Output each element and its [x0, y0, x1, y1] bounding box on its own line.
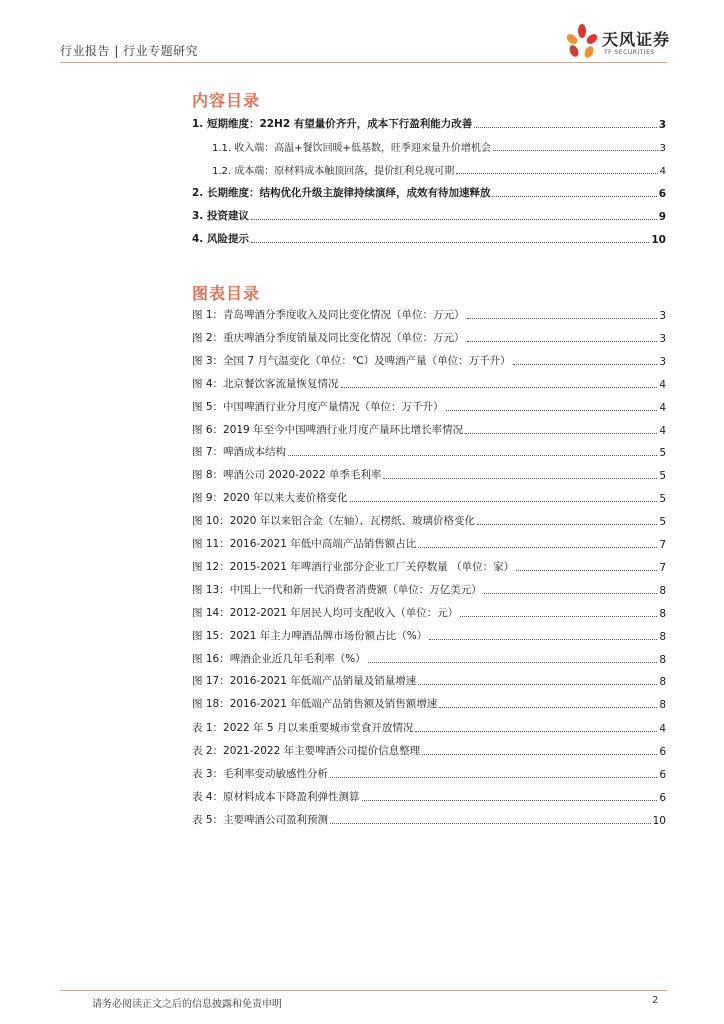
- toc-entry[interactable]: [192, 696, 666, 711]
- toc-entry-page: 4: [659, 166, 666, 177]
- toc-entry[interactable]: [192, 208, 666, 223]
- tf-securities-logo: [562, 22, 672, 62]
- dot-leader: [251, 219, 657, 220]
- dot-leader: [513, 364, 658, 365]
- disclaimer-text: 请务必阅读正文之后的信息披露和免责申明: [92, 999, 282, 1010]
- dot-leader: [418, 684, 657, 685]
- dot-leader: [330, 823, 651, 824]
- toc-entry-label: 图 6：2019 年至今中国啤酒行业月度产量环比增长率情况: [192, 423, 464, 436]
- toc-entry-page: 8: [659, 607, 666, 620]
- dot-leader: [288, 455, 657, 456]
- dot-leader: [362, 800, 658, 801]
- toc-entry-label: 图 7：啤酒成本结构: [192, 446, 287, 459]
- toc-entry[interactable]: [192, 720, 666, 735]
- toc-entry[interactable]: [192, 490, 666, 505]
- toc-entry-label: 图 15：2021 年主力啤酒品牌市场份额占比（%）: [192, 629, 428, 642]
- toc-entry-page: 9: [658, 211, 666, 223]
- toc-entry-label: 4. 风险提示: [192, 233, 249, 245]
- toc-entry-label: 表 2：2021-2022 年主要啤酒公司提价信息整理: [192, 745, 421, 757]
- toc-entry-page: 10: [651, 234, 666, 246]
- toc-entry[interactable]: [192, 185, 666, 200]
- toc-entry-page: 4: [659, 424, 666, 437]
- toc-entry-page: 8: [659, 584, 666, 597]
- toc-entry[interactable]: [192, 330, 666, 345]
- toc-entry[interactable]: [192, 399, 666, 414]
- toc-entry-page: 8: [659, 676, 666, 689]
- dot-leader: [368, 662, 658, 663]
- toc-entry[interactable]: [192, 444, 666, 459]
- dot-leader: [415, 731, 657, 732]
- figures-title: 图表目录: [192, 284, 261, 303]
- toc-entry[interactable]: [192, 513, 666, 528]
- footer-divider: [60, 990, 667, 991]
- toc-entry-label: 图 16：啤酒企业近几年毛利率（%）: [192, 652, 366, 665]
- toc-entry-page: 8: [659, 699, 666, 712]
- toc-entry-page: 3: [659, 310, 666, 322]
- toc-entry-page: 7: [659, 561, 666, 574]
- dot-leader: [467, 318, 658, 319]
- toc-entry-label: 图 8：啤酒公司 2020-2022 单季毛利率: [192, 469, 382, 482]
- toc-entry-page: 4: [659, 401, 666, 414]
- toc-entry[interactable]: [212, 139, 666, 154]
- dot-leader: [493, 150, 658, 151]
- dot-leader: [446, 410, 658, 411]
- toc-entry[interactable]: [192, 559, 666, 574]
- dot-leader: [251, 242, 649, 243]
- toc-entry-page: 6: [659, 746, 666, 758]
- toc-entry-page: 3: [658, 119, 666, 131]
- toc-entry-label: 图 3：全国 7 月气温变化（单位：℃）及啤酒产量（单位：万千升）: [192, 354, 511, 367]
- dot-leader: [465, 433, 657, 434]
- dot-leader: [460, 616, 657, 617]
- toc-entry-label: 表 5：主要啤酒公司盈利预测: [192, 814, 329, 826]
- dot-leader: [341, 387, 658, 388]
- toc-entry[interactable]: [192, 376, 666, 391]
- toc-entry[interactable]: [192, 582, 666, 597]
- toc-entry[interactable]: [192, 422, 666, 437]
- toc-entry[interactable]: [192, 536, 666, 551]
- toc-title: 内容目录: [192, 91, 261, 110]
- header-divider: [60, 62, 667, 63]
- toc-entry-page: 4: [659, 378, 666, 391]
- toc-entry-page: 5: [659, 447, 666, 460]
- dot-leader: [330, 777, 657, 778]
- dot-leader: [439, 707, 657, 708]
- toc-entry-label: 表 1：2022 年 5 月以来重要城市堂食开放情况: [192, 722, 414, 734]
- toc-entry[interactable]: [192, 353, 666, 368]
- toc-entry-label: 图 11：2016-2021 年低中高端产品销售额占比: [192, 538, 417, 550]
- dot-leader: [418, 547, 657, 548]
- toc-entry[interactable]: [192, 605, 666, 620]
- toc-entry-page: 3: [659, 355, 666, 368]
- toc-entry[interactable]: [192, 812, 666, 827]
- toc-entry-page: 6: [658, 188, 666, 200]
- toc-entry[interactable]: [192, 116, 666, 131]
- toc-entry-label: 图 1：青岛啤酒分季度收入及同比变化情况（单位：万元）: [192, 309, 465, 321]
- toc-entry[interactable]: [192, 789, 666, 804]
- toc-entry-page: 5: [659, 470, 666, 483]
- toc-entry[interactable]: [192, 231, 666, 246]
- toc-entry-page: 8: [659, 630, 666, 643]
- toc-entry-label: 图 9：2020 年以来大麦价格变化: [192, 492, 348, 505]
- toc-entry-page: 6: [659, 769, 666, 781]
- toc-entry-page: 3: [659, 143, 666, 154]
- dot-leader: [383, 478, 657, 479]
- toc-entry-page: 10: [652, 815, 666, 827]
- toc-entry-label: 表 4：原材料成本下降盈利弹性测算: [192, 791, 360, 803]
- report-type-label: 行业报告 | 行业专题研究: [60, 44, 199, 58]
- toc-entry-label: 1.2. 成本端：原材料成本触顶回落，提价红利兑现可期: [212, 166, 455, 177]
- toc-entry-page: 3: [659, 332, 666, 345]
- toc-entry-page: 4: [659, 723, 666, 735]
- toc-entry-label: 图 17：2016-2021 年低端产品销量及销量增速: [192, 675, 417, 688]
- toc-entry[interactable]: [212, 162, 666, 177]
- toc-entry[interactable]: [192, 628, 666, 643]
- toc-entry-label: 1. 短期维度：22H2 有望量价齐升，成本下行盈利能力改善: [192, 118, 473, 130]
- dot-leader: [456, 173, 657, 174]
- toc-entry[interactable]: [192, 673, 666, 688]
- toc-entry-page: 5: [659, 516, 666, 529]
- flower-logo-icon: [562, 22, 602, 62]
- dot-leader: [422, 754, 657, 755]
- dot-leader: [474, 127, 656, 128]
- toc-entry-label: 图 5：中国啤酒行业分月度产量情况（单位：万千升）: [192, 400, 444, 413]
- toc-entry-label: 1.1. 收入端：高温+餐饮回暖+低基数，旺季迎来量升价增机会: [212, 143, 492, 154]
- toc-entry[interactable]: [192, 766, 666, 781]
- page-number: 2: [652, 995, 659, 1006]
- toc-entry[interactable]: [192, 651, 666, 666]
- toc-entry[interactable]: [192, 743, 666, 758]
- toc-entry-label: 图 13：中国上一代和新一代消费者消费额（单位：万亿美元）: [192, 583, 482, 596]
- toc-entry-page: 5: [659, 493, 666, 506]
- toc-entry-page: 8: [659, 653, 666, 666]
- toc-entry[interactable]: [192, 307, 666, 322]
- toc-entry-page: 7: [659, 539, 666, 551]
- toc-entry-label: 图 4：北京餐饮客流量恢复情况: [192, 377, 339, 390]
- logo-en-text: TF SECURITIES: [604, 49, 655, 56]
- toc-entry-label: 图 14：2012-2021 年居民人均可支配收入（单位：元）: [192, 606, 459, 619]
- toc-entry-label: 图 10：2020 年以来铝合金（左轴）、瓦楞纸、玻璃价格变化: [192, 515, 476, 528]
- toc-entry-label: 图 2：重庆啤酒分季度销量及同比变化情况（单位：万元）: [192, 331, 465, 344]
- toc-entry-label: 2. 长期维度：结构优化升级主旋律持续演绎，成效有待加速释放: [192, 187, 491, 199]
- toc-entry[interactable]: [192, 467, 666, 482]
- dot-leader: [429, 639, 657, 640]
- logo-cn-text: 天风证券: [602, 30, 671, 49]
- toc-entry-label: 图 12：2015-2021 年啤酒行业部分企业工厂关停数量 （单位：家）: [192, 560, 515, 573]
- dot-leader: [477, 524, 657, 525]
- dot-leader: [350, 501, 658, 502]
- dot-leader: [484, 593, 658, 594]
- toc-entry-label: 3. 投资建议: [192, 210, 249, 222]
- toc-entry-label: 图 18：2016-2021 年低端产品销售额及销售额增速: [192, 698, 438, 711]
- dot-leader: [492, 196, 656, 197]
- toc-entry-page: 6: [659, 792, 666, 804]
- dot-leader: [467, 341, 658, 342]
- dot-leader: [516, 570, 657, 571]
- toc-entry-label: 表 3：毛利率变动敏感性分析: [192, 768, 329, 780]
